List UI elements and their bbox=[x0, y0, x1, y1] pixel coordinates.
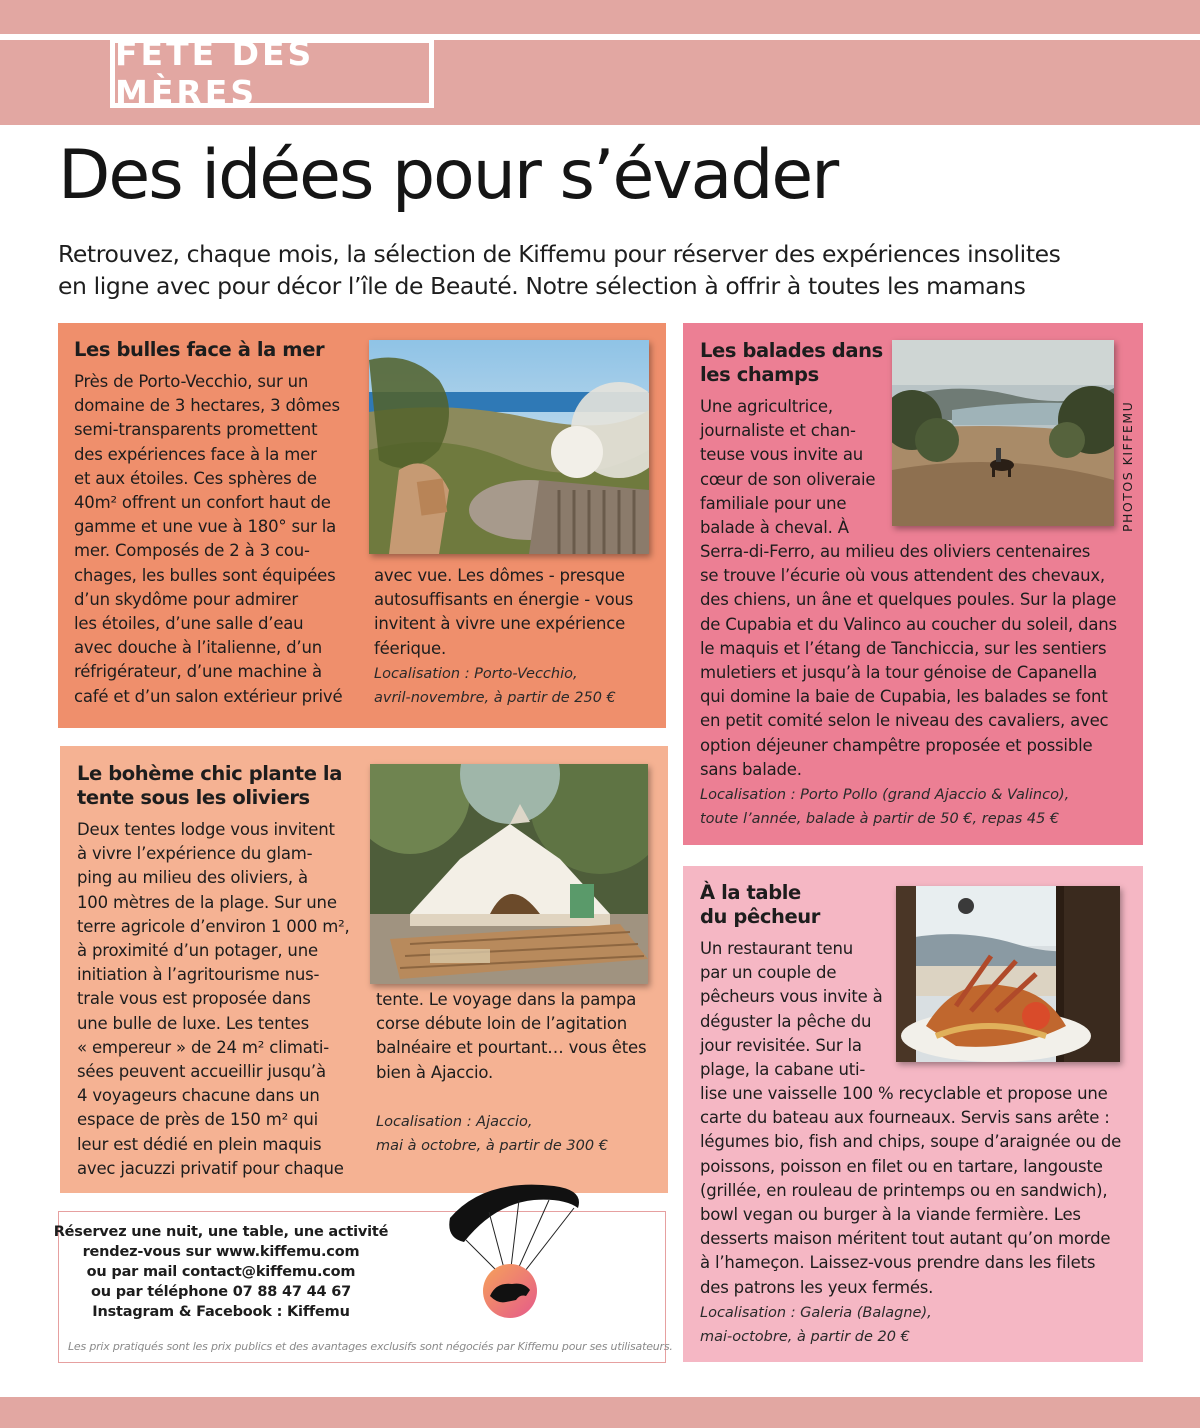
body-line: option déjeuner champêtre proposée et possible bbox=[700, 735, 1093, 755]
body-line: teuse vous invite au bbox=[700, 445, 864, 465]
photo-seafood-plate bbox=[896, 886, 1120, 1062]
body-line: (grillée, en rouleau de printemps ou en sandwich), bbox=[700, 1180, 1108, 1200]
location-line: Localisation : Porto-Vecchio, bbox=[374, 666, 578, 682]
body-line: pêcheurs vous invite à bbox=[700, 987, 883, 1007]
body-line: déguster la pêche du bbox=[700, 1011, 872, 1031]
body-line: des expériences face à la mer bbox=[74, 444, 317, 464]
body-line: à vivre l’expérience du glam- bbox=[77, 844, 313, 864]
location-line: toute l’année, balade à partir de 50 €, repas 45 € bbox=[700, 811, 1060, 827]
article-location bbox=[376, 1110, 608, 1158]
body-line: balade à cheval. À bbox=[700, 518, 849, 538]
body-line: une bulle de luxe. Les tentes bbox=[77, 1013, 310, 1033]
booking-phone[interactable]: ou par téléphone 07 88 47 44 67 bbox=[90, 1284, 352, 1300]
body-line: jour revisitée. Sur la bbox=[700, 1035, 862, 1055]
intro-line: en ligne avec pour décor l’île de Beauté. Notre sélection à offrir à toutes les mamans bbox=[58, 272, 1026, 300]
body-line: se trouve l’écurie où vous attendent des chevaux, bbox=[700, 566, 1105, 586]
photo-horse-ride bbox=[892, 340, 1114, 526]
article-title bbox=[700, 339, 883, 387]
article-body-short bbox=[700, 395, 875, 540]
body-line: féerique. bbox=[374, 638, 447, 658]
photo-credit: PHOTOS KIFFEMU bbox=[1120, 400, 1135, 532]
body-line: des chiens, un âne et quelques poules. Sur la plage bbox=[700, 590, 1117, 610]
body-line: « empereur » de 24 m² climati- bbox=[77, 1037, 330, 1057]
body-line: initiation à l’agritourisme nus- bbox=[77, 965, 320, 985]
body-line: semi-transparents promettent bbox=[74, 420, 318, 440]
location-line: mai-octobre, à partir de 20 € bbox=[700, 1329, 910, 1345]
article-body-col1 bbox=[74, 370, 342, 709]
title-line: les champs bbox=[700, 363, 819, 386]
body-line: légumes bio, fish and chips, soupe d’araignée ou de bbox=[700, 1132, 1122, 1152]
body-line: ping au milieu des oliviers, à bbox=[77, 868, 308, 888]
body-line: et aux étoiles. Ces sphères de bbox=[74, 468, 317, 488]
body-line: balnéaire et pourtant… vous êtes bbox=[376, 1038, 647, 1058]
title-line: Le bohème chic plante la bbox=[77, 762, 342, 785]
body-line: Près de Porto-Vecchio, sur un bbox=[74, 372, 309, 391]
article-title: Les bulles face à la mer bbox=[74, 338, 325, 361]
body-line: avec vue. Les dômes - presque bbox=[374, 566, 625, 585]
body-line: sées peuvent accueillir jusqu’à bbox=[77, 1062, 326, 1082]
location-line: avril-novembre, à partir de 250 € bbox=[374, 690, 616, 706]
body-line: domaine de 3 hectares, 3 dômes bbox=[74, 396, 340, 416]
location-line: mai à octobre, à partir de 300 € bbox=[376, 1138, 608, 1154]
body-line: le maquis et l’étang de Tanchiccia, sur les sentiers bbox=[700, 638, 1107, 658]
body-line: 4 voyageurs chacune dans un bbox=[77, 1086, 320, 1106]
body-line: poissons, poisson en filet ou en tartare, langouste bbox=[700, 1156, 1103, 1176]
body-line: invitent à vivre une expérience bbox=[374, 614, 626, 634]
pricing-disclaimer: Les prix pratiqués sont les prix publics et des avantages exclusifs sont négociés par Kiffemu pour ses utilisateurs. bbox=[68, 1340, 673, 1353]
article-location bbox=[374, 662, 616, 710]
body-line: carte du bateau aux fourneaux. Servis sans arête : bbox=[700, 1108, 1110, 1128]
rubric-frame bbox=[110, 34, 434, 112]
body-line: leur est dédié en plein maquis bbox=[77, 1134, 322, 1154]
body-line: en petit comité selon le niveau des cavaliers, avec bbox=[700, 711, 1109, 731]
intro-paragraph bbox=[58, 238, 1168, 302]
article-location bbox=[700, 1301, 932, 1349]
top-color-band bbox=[0, 0, 1200, 34]
body-line: muletiers et jusqu’à la tour génoise de Capanella bbox=[700, 663, 1098, 683]
booking-website[interactable]: rendez-vous sur www.kiffemu.com bbox=[82, 1244, 360, 1260]
photo-dome-sea-view bbox=[369, 340, 649, 554]
body-line: journaliste et chan- bbox=[700, 421, 856, 441]
location-line: Localisation : Galeria (Balagne), bbox=[700, 1305, 932, 1321]
body-line: terre agricole d’environ 1 000 m², bbox=[77, 916, 350, 936]
body-line: d’un skydôme pour admirer bbox=[74, 589, 298, 609]
body-line: Une agricultrice, bbox=[700, 397, 833, 416]
body-line: bowl vegan ou burger à la viande fermière. Les bbox=[700, 1205, 1081, 1225]
body-line: tente. Le voyage dans la pampa bbox=[376, 990, 637, 1009]
article-body-short bbox=[700, 937, 883, 1082]
article-body-full bbox=[700, 540, 1117, 782]
booking-email[interactable]: ou par mail contact@kiffemu.com bbox=[86, 1264, 356, 1280]
article-body-col2 bbox=[374, 564, 633, 661]
title-line: Les balades dans bbox=[700, 339, 883, 362]
body-line: lise une vaisselle 100 % recyclable et propose une bbox=[700, 1084, 1108, 1103]
title-line: À la table bbox=[700, 881, 801, 904]
body-line: Serra-di-Ferro, au milieu des oliviers centenaires bbox=[700, 542, 1091, 561]
body-line: gamme et une vue à 180° sur la bbox=[74, 517, 337, 537]
body-line: trale vous est proposée dans bbox=[77, 989, 311, 1009]
body-line: familiale pour une bbox=[700, 493, 847, 513]
booking-social: Instagram & Facebook : Kiffemu bbox=[92, 1304, 350, 1320]
article-title bbox=[700, 881, 820, 929]
body-line: café et d’un salon extérieur privé bbox=[74, 686, 343, 706]
title-line: tente sous les oliviers bbox=[77, 786, 310, 809]
body-line: à l’hameçon. Laissez-vous prendre dans les filets bbox=[700, 1253, 1096, 1273]
article-body-col2 bbox=[376, 988, 646, 1085]
article-body-full bbox=[700, 1082, 1121, 1300]
article-location bbox=[700, 783, 1069, 831]
body-line: espace de près de 150 m² qui bbox=[77, 1110, 319, 1130]
rubric-label: FÊTE DES MÈRES bbox=[115, 34, 315, 112]
body-line: 100 mètres de la plage. Sur une bbox=[77, 892, 337, 912]
body-line: qui domine la baie de Cupabia, les balades se font bbox=[700, 687, 1108, 707]
bottom-color-band bbox=[0, 1397, 1200, 1428]
body-line: réfrigérateur, d’une machine à bbox=[74, 662, 322, 682]
intro-line: Retrouvez, chaque mois, la sélection de Kiffemu pour réserver des expériences insolites bbox=[58, 240, 1061, 268]
body-line: de Cupabia et du Valinco au coucher du soleil, dans bbox=[700, 614, 1117, 634]
body-line: mer. Composés de 2 à 3 cou- bbox=[74, 541, 310, 561]
body-line: les étoiles, d’une salle d’eau bbox=[74, 614, 304, 634]
kiffemu-paraglider-logo-icon bbox=[444, 1178, 584, 1320]
body-line: avec douche à l’italienne, d’un bbox=[74, 638, 322, 658]
body-line: corse débute loin de l’agitation bbox=[376, 1014, 627, 1034]
body-line: par un couple de bbox=[700, 963, 837, 983]
location-line: Localisation : Porto Pollo (grand Ajaccio & Valinco), bbox=[700, 787, 1070, 803]
body-line: 40m² offrent un confort haut de bbox=[74, 493, 331, 513]
booking-line: Réservez une nuit, une table, une activité bbox=[53, 1224, 389, 1240]
body-line: Un restaurant tenu bbox=[700, 939, 853, 958]
article-body-col1 bbox=[77, 818, 350, 1181]
article-title bbox=[77, 762, 342, 810]
body-line: à proximité d’un potager, une bbox=[77, 941, 318, 961]
body-line: plage, la cabane uti- bbox=[700, 1060, 866, 1080]
body-line: sans balade. bbox=[700, 759, 802, 779]
body-line: chages, les bulles sont équipées bbox=[74, 565, 336, 585]
body-line: desserts maison méritent tout autant qu’on morde bbox=[700, 1229, 1111, 1249]
body-line: autosuffisants en énergie - vous bbox=[374, 590, 634, 610]
body-line: cœur de son oliveraie bbox=[700, 469, 876, 489]
booking-info bbox=[0, 1222, 442, 1322]
body-line: Deux tentes lodge vous invitent bbox=[77, 820, 335, 839]
page-title: Des idées pour s’évader bbox=[58, 136, 838, 215]
body-line: des patrons les yeux fermés. bbox=[700, 1277, 934, 1297]
title-line: du pêcheur bbox=[700, 905, 820, 928]
body-line: bien à Ajaccio. bbox=[376, 1062, 494, 1082]
photo-lodge-tent bbox=[370, 764, 648, 984]
body-line: avec jacuzzi privatif pour chaque bbox=[77, 1158, 344, 1178]
location-line: Localisation : Ajaccio, bbox=[376, 1114, 533, 1130]
